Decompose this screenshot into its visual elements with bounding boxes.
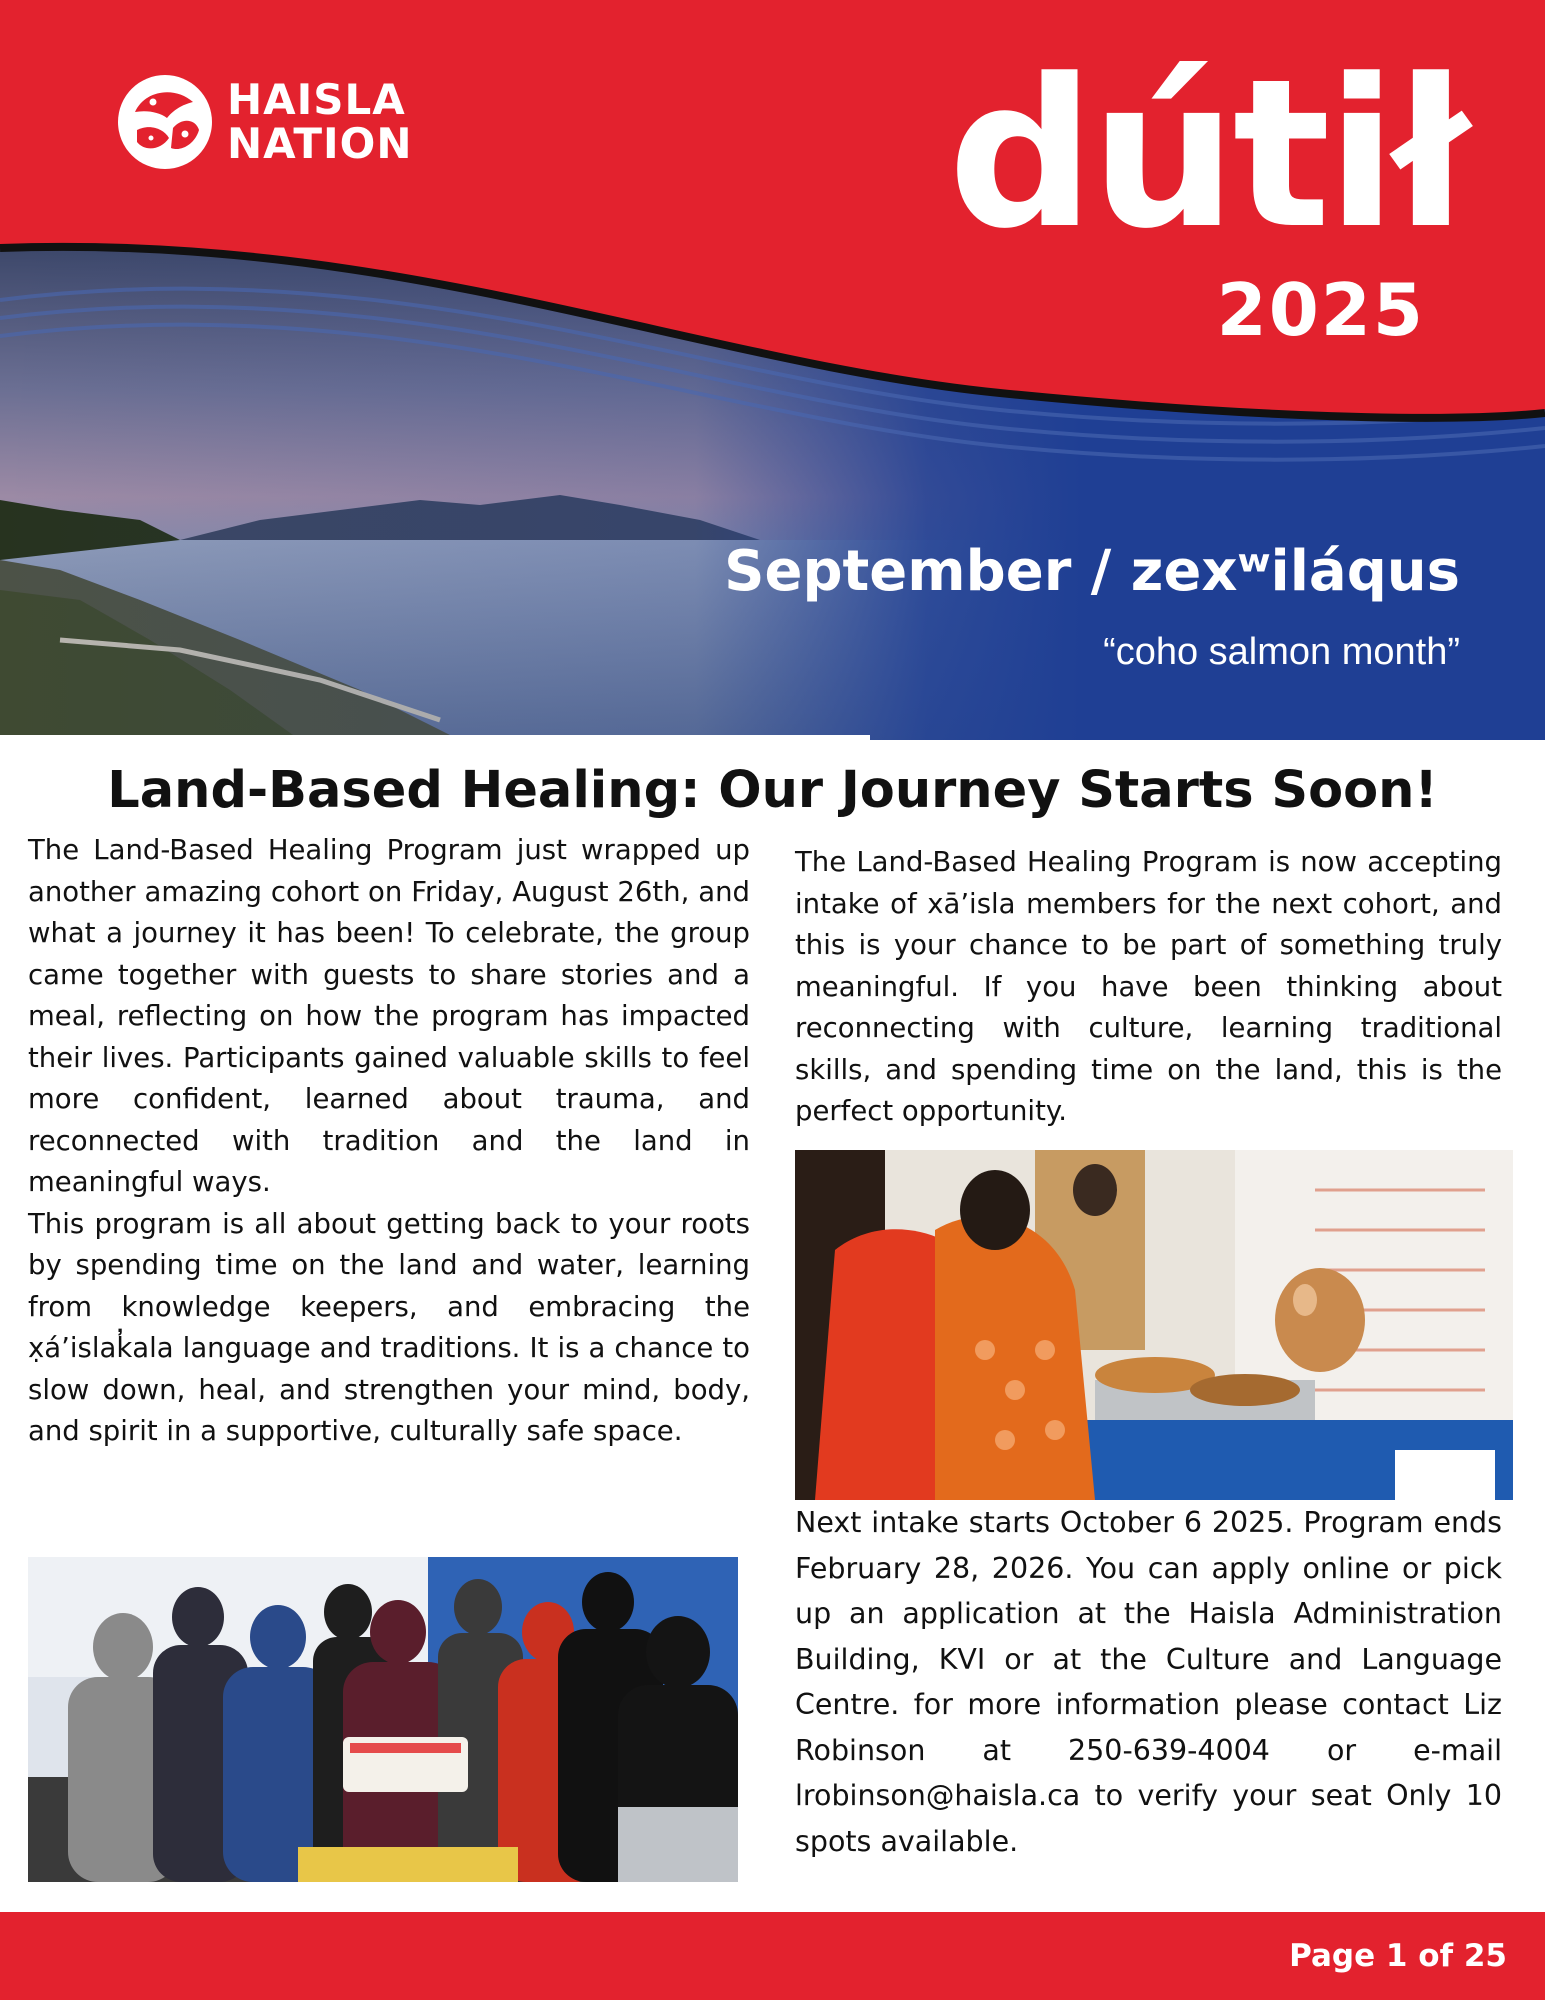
page-number: Page 1 of 25 xyxy=(1289,1938,1507,1974)
logo-line-1: HAISLA xyxy=(227,75,406,124)
logo-wordmark xyxy=(227,75,413,168)
haisla-nation-logo[interactable] xyxy=(115,72,413,172)
food-table-photo xyxy=(795,1150,1513,1500)
publication-title: dútił xyxy=(947,36,1465,274)
group-photo-image xyxy=(28,1557,738,1882)
haisla-crest-icon xyxy=(115,72,215,172)
right-paragraph-1: The Land-Based Healing Program is now accepting intake of xā’isla members for the next cohort, and this is your chance to be part of something truly meaningful. If you have been thinking about reconnecting with culture, learning traditional skills, and spending time on the land, this is the perfect opportunity. xyxy=(795,846,1502,1127)
logo-line-2: NATION xyxy=(227,119,413,168)
masthead xyxy=(0,0,1545,740)
left-paragraph-2: This program is all about getting back to your roots by spending time on the land and water, learning from knowledge keepers, and embracing the x̣á’islak̓ala language and traditions. It is a chance to slow down, heal, and strengthen your mind, body, and spirit in a supportive, culturally safe space. xyxy=(28,1207,750,1447)
issue-month: September / zexʷiláqus xyxy=(724,539,1460,604)
page-footer xyxy=(0,1912,1545,2000)
article-headline: Land-Based Healing: Our Journey Starts Soon! xyxy=(107,761,1438,820)
left-paragraph-1: The Land-Based Healing Program just wrapped up another amazing cohort on Friday, August 26th, and what a journey it has been! To celebrate, the group came together with guests to share stories and a meal, reflecting on how the program has impacted their lives. Participants gained valuable skills to feel more confident, learned about trauma, and reconnected with tradition and the land in meaningful ways. xyxy=(28,834,750,1198)
group-cake-photo xyxy=(28,1557,738,1882)
food-photo-image xyxy=(795,1150,1513,1500)
issue-month-meaning: “coho salmon month” xyxy=(1103,631,1460,673)
article-left-column xyxy=(28,830,750,1453)
publication-year: 2025 xyxy=(1216,268,1425,352)
right-paragraph-2: Next intake starts October 6 2025. Program ends February 28, 2026. You can apply online or pick up an application at the Haisla Administration Building, KVI or at the Culture and Language Centre. for more information please contact Liz Robinson at 250-639-4004 or e-mail lrobinson@haisla.ca to verify your seat Only 10 spots available. xyxy=(795,1506,1502,1858)
